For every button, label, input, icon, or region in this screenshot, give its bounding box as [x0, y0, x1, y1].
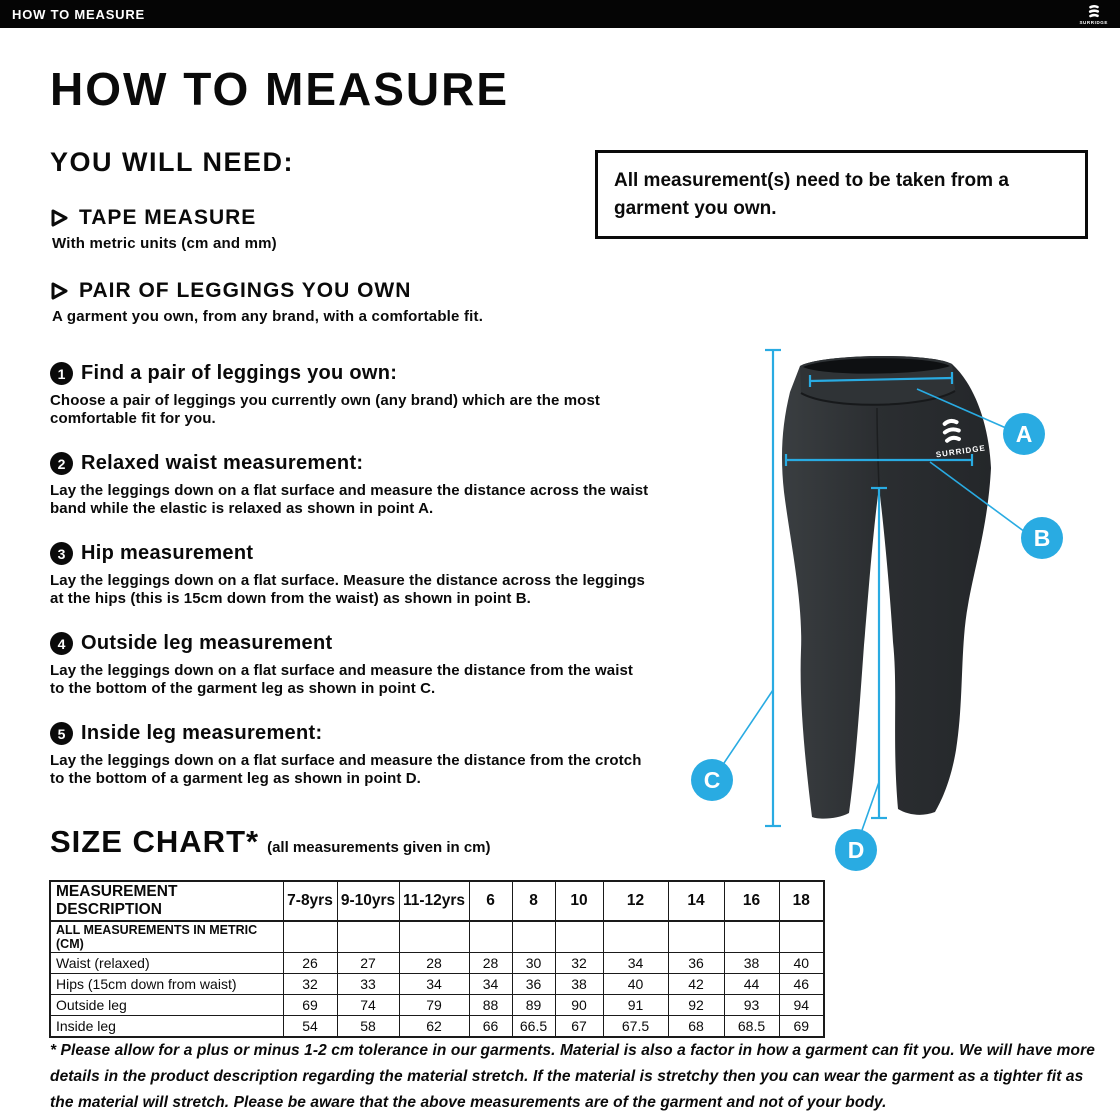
- empty-cell: [555, 921, 603, 953]
- table-row: [50, 953, 824, 974]
- need-item-title: PAIR OF LEGGINGS YOU OWN: [79, 279, 412, 302]
- leggings-measurement-diagram: [680, 330, 1090, 875]
- tolerance-footnote: * Please allow for a plus or minus 1-2 cm tolerance in our garments. Material is also a factor in how a garment can fit you. We will have more details in the product description regarding the material stretch. If the material is stretchy then you can wear the garment as a tighter fit as the material will stretch. Please be aware that the above measurements are of the garment and not of your body.: [50, 1042, 1095, 1111]
- page-title: HOW TO MEASURE: [50, 63, 510, 115]
- value-cell: 90: [555, 995, 603, 1016]
- step-description: Lay the leggings down on a flat surface and measure the distance across the waist band while the elastic is relaxed as shown in point A.: [50, 482, 649, 517]
- need-item-leggings: [50, 279, 610, 325]
- need-item-description: A garment you own, from any brand, with a comfortable fit.: [52, 308, 484, 325]
- size-chart-table: [49, 880, 825, 1038]
- step-4: [50, 632, 650, 698]
- table-header-row: [50, 881, 824, 921]
- step-title: Hip measurement: [81, 542, 254, 564]
- step-1: [50, 362, 650, 428]
- surridge-logo-text: SURRIDGE: [1079, 19, 1108, 25]
- step-2: [50, 452, 650, 518]
- table-row: [50, 1016, 824, 1037]
- column-header: 16: [724, 881, 779, 921]
- value-cell: 92: [668, 995, 724, 1016]
- column-header: 7-8yrs: [283, 881, 337, 921]
- garment-logo-text: SURRIDGE: [935, 443, 987, 460]
- value-cell: 27: [337, 953, 399, 974]
- empty-cell: [283, 921, 337, 953]
- column-header: 18: [779, 881, 824, 921]
- empty-cell: [668, 921, 724, 953]
- value-cell: 74: [337, 995, 399, 1016]
- column-header: MEASUREMENT DESCRIPTION: [50, 881, 283, 921]
- step-5: [50, 722, 650, 788]
- empty-cell: [779, 921, 824, 953]
- value-cell: 34: [469, 974, 512, 995]
- metric-note-cell: ALL MEASUREMENTS IN METRIC (CM): [50, 921, 283, 953]
- step-title: Inside leg measurement:: [81, 722, 323, 744]
- row-label: Hips (15cm down from waist): [50, 974, 283, 995]
- surridge-logo: [1079, 3, 1108, 26]
- callout-box: [595, 150, 1088, 239]
- need-item-tape-measure: [50, 206, 610, 252]
- value-cell: 42: [668, 974, 724, 995]
- value-cell: 68.5: [724, 1016, 779, 1037]
- empty-cell: [603, 921, 668, 953]
- value-cell: 26: [283, 953, 337, 974]
- size-chart-title: SIZE CHART*: [50, 824, 260, 859]
- column-header: 9-10yrs: [337, 881, 399, 921]
- value-cell: 28: [469, 953, 512, 974]
- value-cell: 66.5: [512, 1016, 555, 1037]
- step-number-badge: 2: [50, 452, 73, 475]
- value-cell: 69: [779, 1016, 824, 1037]
- row-label: Inside leg: [50, 1016, 283, 1037]
- point-b-label: B: [1033, 525, 1051, 551]
- value-cell: 58: [337, 1016, 399, 1037]
- value-cell: 34: [603, 953, 668, 974]
- step-number-badge: 1: [50, 362, 73, 385]
- table-row: [50, 995, 824, 1016]
- column-header: 14: [668, 881, 724, 921]
- need-item-description: With metric units (cm and mm): [52, 235, 277, 252]
- step-description: Lay the leggings down on a flat surface and measure the distance from the waist to the bottom of the garment leg as shown in point C.: [50, 662, 634, 697]
- step-3: [50, 542, 650, 608]
- value-cell: 66: [469, 1016, 512, 1037]
- callout-text: All measurement(s) need to be taken from a garment you own.: [614, 170, 1009, 219]
- triangle-bullet-icon: [50, 281, 69, 301]
- value-cell: 91: [603, 995, 668, 1016]
- table-row: [50, 974, 824, 995]
- size-chart-heading: [50, 824, 491, 860]
- value-cell: 88: [469, 995, 512, 1016]
- value-cell: 67: [555, 1016, 603, 1037]
- value-cell: 38: [724, 953, 779, 974]
- top-bar: [0, 0, 1120, 28]
- row-label: Outside leg: [50, 995, 283, 1016]
- column-header: 6: [469, 881, 512, 921]
- step-number-badge: 4: [50, 632, 73, 655]
- value-cell: 93: [724, 995, 779, 1016]
- metric-note-row: [50, 921, 824, 953]
- value-cell: 46: [779, 974, 824, 995]
- value-cell: 32: [283, 974, 337, 995]
- value-cell: 68: [668, 1016, 724, 1037]
- value-cell: 94: [779, 995, 824, 1016]
- step-number-badge: 5: [50, 722, 73, 745]
- step-description: Lay the leggings down on a flat surface and measure the distance from the crotch to the bottom of a garment leg as shown in point D.: [50, 752, 642, 787]
- value-cell: 89: [512, 995, 555, 1016]
- step-description: Choose a pair of leggings you currently own (any brand) which are the most comfortable fit for you.: [50, 392, 600, 427]
- value-cell: 69: [283, 995, 337, 1016]
- triangle-bullet-icon: [50, 208, 69, 228]
- value-cell: 67.5: [603, 1016, 668, 1037]
- point-a-label: A: [1015, 421, 1033, 447]
- column-header: 12: [603, 881, 668, 921]
- value-cell: 44: [724, 974, 779, 995]
- column-header: 10: [555, 881, 603, 921]
- step-number-badge: 3: [50, 542, 73, 565]
- value-cell: 40: [779, 953, 824, 974]
- topbar-title: HOW TO MEASURE: [12, 6, 146, 22]
- surridge-s-icon: [1086, 4, 1102, 20]
- point-d-label: D: [847, 837, 865, 863]
- point-c-label: C: [703, 767, 721, 793]
- value-cell: 34: [399, 974, 469, 995]
- leggings-figure: [680, 330, 1090, 875]
- need-item-title: TAPE MEASURE: [79, 206, 257, 229]
- row-label: Waist (relaxed): [50, 953, 283, 974]
- value-cell: 62: [399, 1016, 469, 1037]
- empty-cell: [469, 921, 512, 953]
- value-cell: 54: [283, 1016, 337, 1037]
- value-cell: 38: [555, 974, 603, 995]
- empty-cell: [399, 921, 469, 953]
- value-cell: 36: [512, 974, 555, 995]
- value-cell: 36: [668, 953, 724, 974]
- step-title: Outside leg measurement: [81, 632, 333, 654]
- step-description: Lay the leggings down on a flat surface. Measure the distance across the leggings at the hips (this is 15cm down from the waist) as shown in point B.: [50, 572, 645, 607]
- size-chart-subtitle: (all measurements given in cm): [267, 839, 491, 856]
- empty-cell: [337, 921, 399, 953]
- value-cell: 33: [337, 974, 399, 995]
- leggings-silhouette: [782, 356, 991, 819]
- step-title: Relaxed waist measurement:: [81, 452, 364, 474]
- empty-cell: [724, 921, 779, 953]
- value-cell: 30: [512, 953, 555, 974]
- empty-cell: [512, 921, 555, 953]
- value-cell: 79: [399, 995, 469, 1016]
- step-title: Find a pair of leggings you own:: [81, 362, 398, 384]
- you-will-need-heading: YOU WILL NEED:: [50, 147, 295, 177]
- value-cell: 40: [603, 974, 668, 995]
- column-header: 11-12yrs: [399, 881, 469, 921]
- value-cell: 32: [555, 953, 603, 974]
- value-cell: 28: [399, 953, 469, 974]
- column-header: 8: [512, 881, 555, 921]
